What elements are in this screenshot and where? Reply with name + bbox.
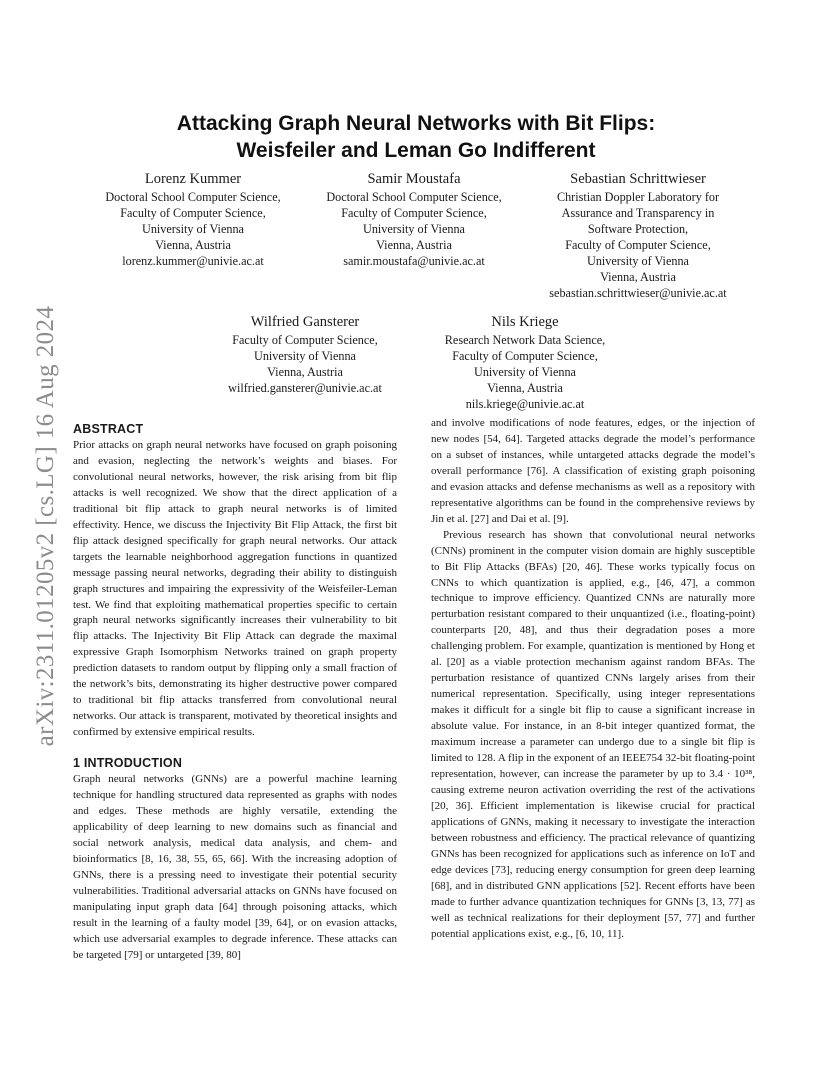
introduction-paragraph: Graph neural networks (GNNs) are a powerful machine learning technique for handling structured data represented as graphs with nodes and edges. These methods are highly versatile, extending the applicability of deep learning to new domains such as financial and social network analysis, medical data analysis, and chem- and bioinformatics [8, 16, 38, 55, 65, 66]. With the increasing adoption of GNNs, there is a pressing need to investigate their potential security vulnerabilities. Traditional adversarial attacks on GNNs have focused on manipulating input graph data [64] through poisoning attacks, which result in the learning of a faulty model [39, 64], or on evasion attacks, which use adversarial examples to degrade inference. These attacks can be targeted [79] or untargeted [39, 80]	[73, 773, 397, 961]
author-affiliation: Faculty of Computer Science,	[120, 206, 266, 220]
title-line-1: Attacking Graph Neural Networks with Bit Flips:	[176, 112, 656, 135]
author-affiliation: Doctoral School Computer Science,	[105, 190, 281, 204]
author-email: sebastian.schrittwieser@univie.ac.at	[549, 286, 727, 300]
author-email: samir.moustafa@univie.ac.at	[343, 254, 485, 268]
author-block-5	[428, 313, 622, 412]
author-block-3	[536, 170, 740, 301]
author-affiliation: Doctoral School Computer Science,	[326, 190, 502, 204]
author-affiliation: University of Vienna	[474, 365, 576, 379]
author-affiliation: Software Protection,	[587, 222, 689, 236]
author-affiliation: Faculty of Computer Science,	[565, 238, 711, 252]
author-block-4	[210, 313, 400, 396]
author-email: nils.kriege@univie.ac.at	[465, 397, 585, 411]
author-affiliation: Vienna, Austria	[267, 365, 343, 379]
author-affiliation: Christian Doppler Laboratory for	[556, 190, 720, 204]
author-name: Wilfried Gansterer	[250, 314, 360, 330]
author-email: wilfried.gansterer@univie.ac.at	[228, 381, 382, 395]
author-affiliation: Faculty of Computer Science,	[232, 333, 378, 347]
title-line-2: Weisfeiler and Leman Go Indifferent	[236, 139, 596, 162]
abstract-text: Prior attacks on graph neural networks have focused on graph poisoning and evasion, neglecting the network’s weights and biases. For convolutional neural networks, however, the risk arising from bit flip attacks is well recognized. We show that the direct application of a traditional bit flip attack to graph neural networks is of limited effectivity. Hence, we discuss the Injectivity Bit Flip Attack, the first bit flip attack designed specifically for graph neural networks. Our attack targets the learnable neighborhood aggregation functions in quantized message passing neural networks, degrading their ability to distinguish graph structures and impairing the expressivity of the Weisfeiler-Leman test. We find that exploiting mathematical properties specific to certain graph neural networks significantly increases their vulnerability to bit flip attacks. The Injectivity Bit Flip Attack can degrade the maximal expressive Graph Isomorphism Networks trained on graph property prediction datasets to random output by flipping only a small fraction of the network’s bits, demonstrating its higher destructive power compared to traditional bit flip attacks transferred from convolutional neural networks. Our attack is transparent, motivated by theoretical insights and confirmed by extensive empirical results.	[73, 439, 397, 739]
author-affiliation: Vienna, Austria	[487, 381, 563, 395]
abstract-heading: ABSTRACT	[73, 422, 144, 436]
right-column	[431, 416, 755, 942]
author-name: Lorenz Kummer	[144, 171, 242, 187]
author-block-2	[316, 170, 512, 269]
author-block-1	[96, 170, 290, 269]
author-affiliation: Vienna, Austria	[155, 238, 231, 252]
author-affiliation: Vienna, Austria	[376, 238, 452, 252]
author-affiliation: University of Vienna	[363, 222, 465, 236]
author-affiliation: Research Network Data Science,	[444, 333, 606, 347]
arxiv-identifier: arXiv:2311.01205v2 [cs.LG] 16 Aug 2024	[32, 305, 59, 747]
body-paragraph: Previous research has shown that convolutional neural networks (CNNs) prominent in the computer vision domain are highly susceptible to Bit Flip Attacks (BFAs) [20, 46]. These works typically focus on CNNs to which quantization is applied, e.g., [46, 47], a common technique to improve efficiency. Quantized CNNs are naturally more perturbation resistant compared to their unquantized (i.e., floating-point) counterparts [20, 48], and thus their degradation poses a more challenging problem. For example, quantization is mentioned by Hong et al. [20] as a viable protection mechanism against random BFAs. The perturbation resistance of quantized CNNs largely arises from their numerical representation. Specifically, using integer representations makes it difficult for a single bit flip to cause a significant increase in absolute value. For instance, in an 8-bit integer quantized format, the maximum increase a parameter can undergo due to a single bit flip is limited to 128. A flip in the exponent of an IEEE754 32-bit floating-point representation, however, can increase the parameter by up to 3.4 · 10³⁸, causing extreme neuron activation overriding the rest of the activations [20, 36]. Efficient implementation is likewise crucial for practical applications of GNNs, making it necessary to investigate the interaction between robustness and efficiency. The practical relevance of quantizing GNNs has been recognized for applications such as inference on IoT and edge devices [73], reducing energy consumption for green deep learning [68], and in distributed GNN applications [52]. Recent efforts have been made to further advance quantization techniques for GNNs [3, 13, 77] as well as technical realizations for their deployment [57, 77] and further potential applications exist, e.g., [6, 10, 11].	[431, 528, 755, 940]
author-affiliation: Assurance and Transparency in	[561, 206, 715, 220]
body-paragraph: and involve modifications of node features, edges, or the injection of new nodes [54, 64]. Targeted attacks degrade the model’s performance on a subset of instances, while untargeted attacks degrade the model’s overall performance [76]. A classification of existing graph poisoning and evasion attacks and defense mechanisms as well as a repository with representative algorithms can be found in the comprehensive reviews by Jin et al. [27] and Dai et al. [9].	[431, 417, 755, 525]
author-affiliation: Vienna, Austria	[600, 270, 676, 284]
author-name: Samir Moustafa	[367, 171, 461, 187]
author-affiliation: Faculty of Computer Science,	[341, 206, 487, 220]
author-affiliation: University of Vienna	[254, 349, 356, 363]
author-name: Sebastian Schrittwieser	[570, 171, 706, 187]
introduction-heading: 1 INTRODUCTION	[73, 756, 183, 771]
paper-title	[96, 110, 736, 164]
author-affiliation: University of Vienna	[142, 222, 244, 236]
author-name: Nils Kriege	[491, 314, 559, 330]
author-affiliation: Faculty of Computer Science,	[452, 349, 598, 363]
left-column	[73, 421, 397, 964]
author-email: lorenz.kummer@univie.ac.at	[122, 254, 264, 268]
author-affiliation: University of Vienna	[587, 254, 689, 268]
